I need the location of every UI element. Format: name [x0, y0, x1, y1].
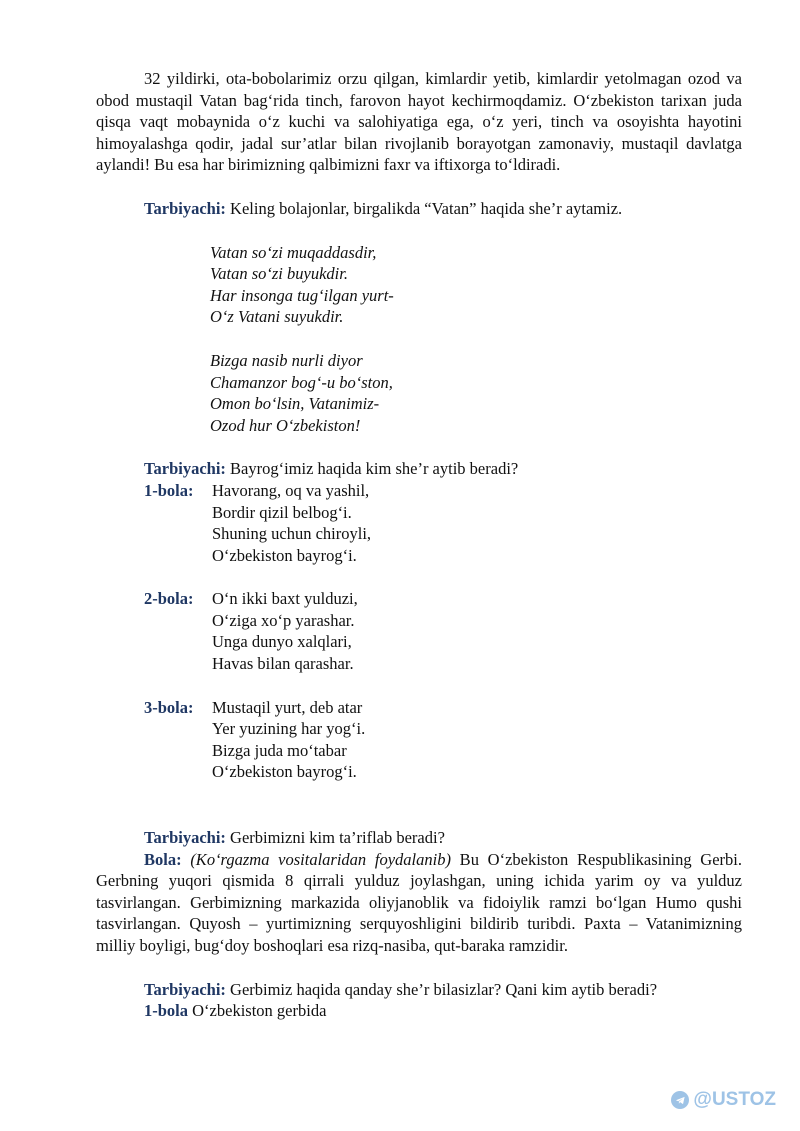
line-text: Keling bolajonlar, birgalikda “Vatan” haqida she’r aytamiz. — [225, 198, 623, 218]
answer-text: Bu O‘zbekiston Respublikasining Gerbi. Gerbning yuqori qismida 8 qirrali yulduz joylashgan, uning ichida yarim oy va yulduz tasvirlangan. Gerbimizning markazida oliyjanoblik va fidoiylik ramzi bo‘lgan Humo qushi tasvirlangan. Quyosh – yurtimizning serquyoshligini bildirib turibdi. Paxta – Vatanimizning milliy boyligi, bug‘doy boshoqlari esa rizq-nasiba, qut-baraka ramzidir. — [96, 849, 743, 955]
verse-line: Bordir qizil belbog‘i. — [212, 502, 352, 522]
speaker-label: 1-bola: — [144, 480, 194, 500]
teacher-line-2 — [96, 458, 742, 480]
line-text: Bayrog‘imiz haqida kim she’r aytib beradi? — [225, 459, 519, 479]
verse-line: Mustaqil yurt, deb atar — [212, 697, 363, 717]
speaker-label: Tarbiyachi: — [144, 198, 226, 218]
verse-line: O‘ziga xo‘p yarashar. — [212, 610, 355, 630]
document-body — [96, 68, 742, 1022]
verse-line: Bizga juda mo‘tabar — [212, 740, 347, 760]
child-line-last — [96, 1000, 742, 1022]
poem-line: O‘z Vatani suyukdir. — [210, 307, 344, 327]
poem-stanza-2 — [96, 350, 742, 436]
teacher-line-3 — [96, 827, 742, 849]
verse-line: O‘n ikki baxt yulduzi, — [212, 589, 358, 609]
poem-line: Vatan so‘zi buyukdir. — [210, 264, 348, 284]
child-verse-1 — [96, 480, 742, 566]
watermark-text: @USTOZ — [693, 1089, 776, 1110]
child-answer-paragraph — [96, 849, 742, 957]
child-verse-2 — [96, 588, 742, 674]
poem-line: Har insonga tug‘ilgan yurt- — [210, 285, 394, 305]
speaker-label: Tarbiyachi: — [144, 828, 226, 848]
speaker-label: Tarbiyachi: — [144, 459, 226, 479]
poem-line: Omon bo‘lsin, Vatanimiz- — [210, 394, 380, 414]
poem-line: Chamanzor bog‘-u bo‘ston, — [210, 372, 393, 392]
verse-line: Unga dunyo xalqlari, — [212, 632, 352, 652]
child-verse-3 — [96, 697, 742, 783]
speaker-label: 2-bola: — [144, 589, 194, 609]
verse-line: Havorang, oq va yashil, — [212, 480, 370, 500]
speaker-label: Tarbiyachi: — [144, 979, 226, 999]
poem-line: Vatan so‘zi muqaddasdir, — [210, 242, 377, 262]
teacher-line-1 — [96, 198, 742, 220]
verse-line: Shuning uchun chiroyli, — [212, 524, 372, 544]
poem-line: Bizga nasib nurli diyor — [210, 350, 363, 370]
telegram-icon — [671, 1091, 689, 1109]
verse-line: Havas bilan qarashar. — [212, 654, 354, 674]
verse-line: O‘zbekiston bayrog‘i. — [212, 762, 357, 782]
intro-paragraph: 32 yildirki, ota-bobolarimiz orzu qilgan, kimlardir yetib, kimlardir yetolmagan ozod va obod mustaqil Vatan bag‘rida tinch, farovon hayot kechirmoqdamiz. O‘zbekiston tarixan juda qisqa vaqt mobaynida o‘z kuchi va salohiyatiga ega, o‘z yeri, tinch va osoyishta hayotini himoyalashga qodir, jadal sur’atlar bilan rivojlanib borayotgan zamonaviy, mustaqil davlatga aylandi! Bu esa har birimizning qalbimizni faxr va iftixorga to‘ldiradi. — [96, 69, 742, 175]
stage-direction: (Ko‘rgazma vositalaridan foydalanib) — [190, 849, 451, 869]
speaker-label: 1-bola — [144, 1001, 189, 1021]
teacher-line-4 — [96, 979, 742, 1001]
verse-line: Yer yuzining har yog‘i. — [212, 719, 366, 739]
watermark-logo — [671, 1089, 776, 1111]
poem-line: Ozod hur O‘zbekiston! — [210, 415, 361, 435]
line-text: O‘zbekiston gerbida — [188, 1001, 327, 1021]
line-text: Gerbimizni kim ta’riflab beradi? — [225, 828, 445, 848]
verse-line: O‘zbekiston bayrog‘i. — [212, 545, 357, 565]
poem-stanza-1 — [96, 242, 742, 328]
speaker-label: 3-bola: — [144, 697, 194, 717]
line-text: Gerbimiz haqida qanday she’r bilasizlar? Qani kim aytib beradi? — [225, 979, 658, 999]
speaker-label: Bola: — [144, 849, 182, 869]
